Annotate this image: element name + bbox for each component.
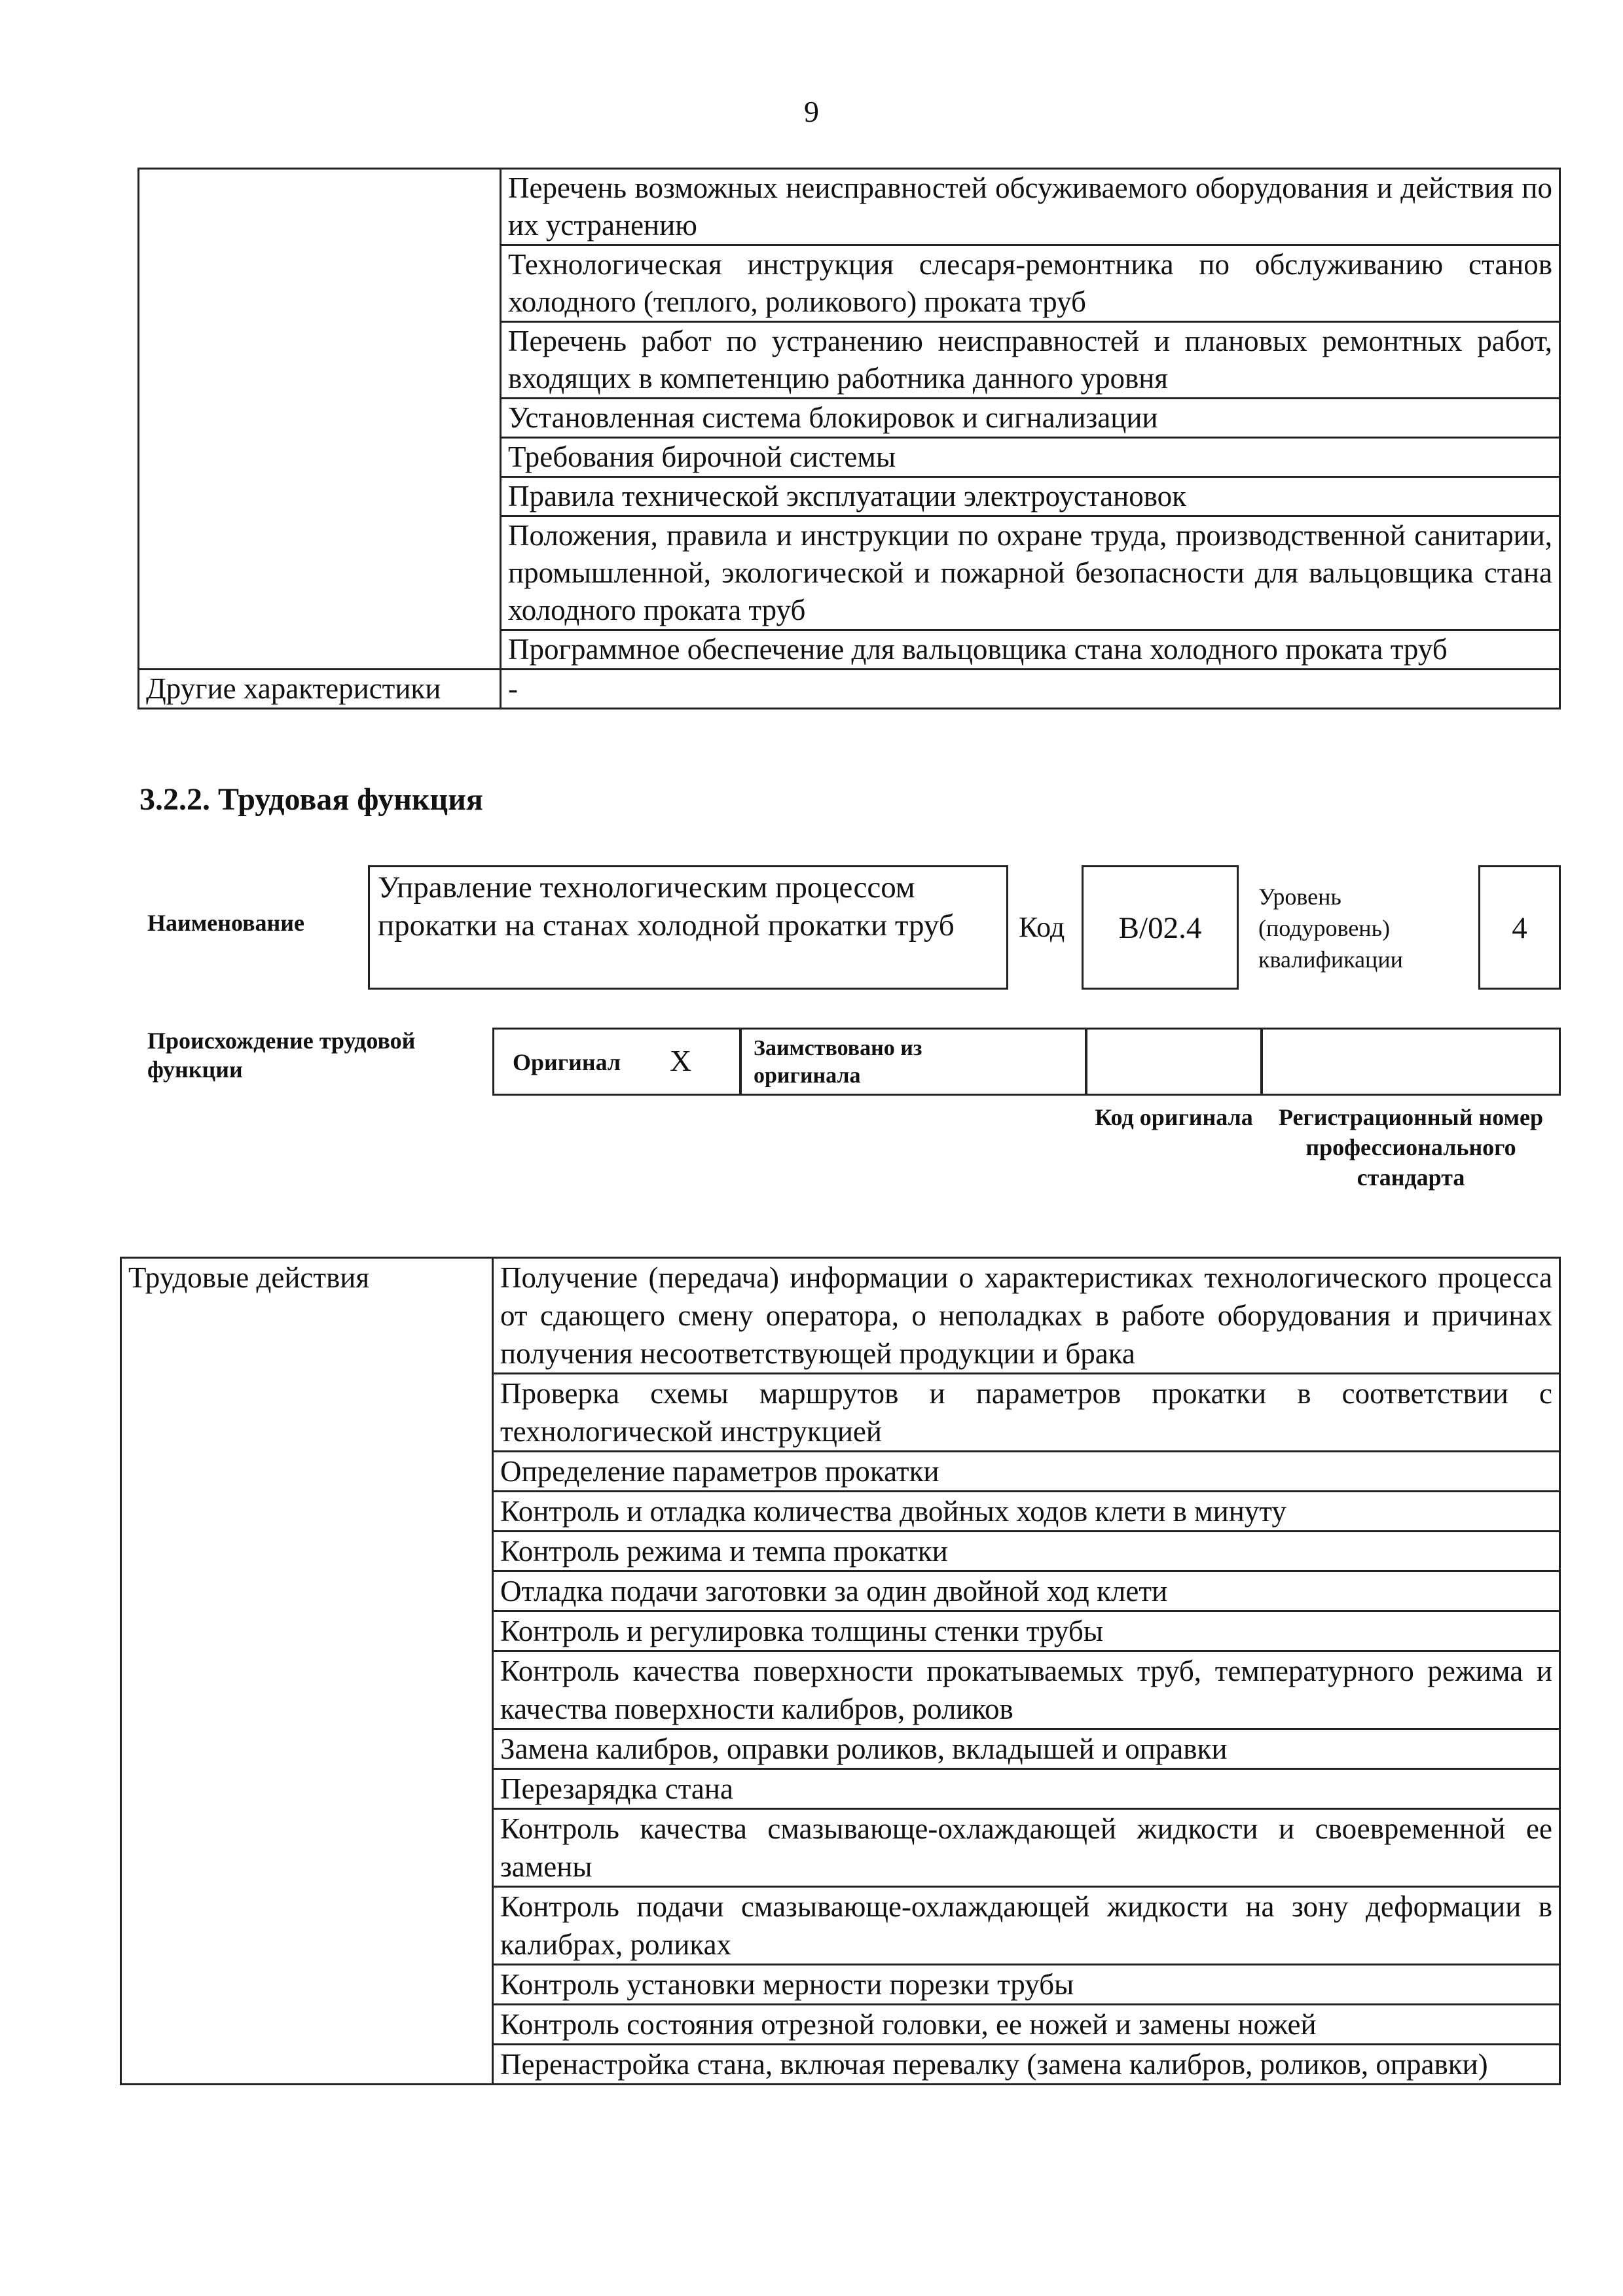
table-cell: Замена калибров, оправки роликов, вкладышей и оправки bbox=[493, 1729, 1560, 1769]
table-cell: Контроль и отладка количества двойных ходов клети в минуту bbox=[493, 1492, 1560, 1532]
table-cell: Определение параметров прокатки bbox=[493, 1452, 1560, 1492]
qualification-level-label: Уровень (подуровень) квалификации bbox=[1258, 884, 1403, 973]
table-row bbox=[139, 169, 1560, 245]
qualification-level-box: 4 bbox=[1478, 865, 1561, 990]
labor-actions-table bbox=[120, 1257, 1561, 2085]
original-mark: X bbox=[670, 1044, 692, 1077]
table-cell: Правила технической эксплуатации электроустановок bbox=[501, 477, 1560, 516]
borrowed-label: Заимствовано из оригинала bbox=[754, 1036, 922, 1088]
other-characteristics-label: Другие характеристики bbox=[139, 670, 501, 709]
section-title: 3.2.2. Трудовая функция bbox=[139, 782, 483, 817]
table-cell: Перенастройка стана, включая перевалку (замена калибров, роликов, оправки) bbox=[493, 2045, 1560, 2085]
table-cell: Требования бирочной системы bbox=[501, 438, 1560, 477]
table-cell: Установленная система блокировок и сигнализации bbox=[501, 399, 1560, 438]
table-row bbox=[121, 1258, 1560, 1374]
table-cell: Проверка схемы маршрутов и параметров прокатки в соответствии с технологической инструкцией bbox=[493, 1374, 1560, 1452]
table-cell: Получение (передача) информации о характеристиках технологического процесса от сдающего смену оператора, о неполадках в работе оборудования и причинах получения несоответствующей продукции и брака bbox=[493, 1258, 1560, 1374]
table-cell: Отладка подачи заготовки за один двойной ход клети bbox=[493, 1571, 1560, 1611]
table-cell: Технологическая инструкция слесаря-ремонтника по обслуживанию станов холодного (теплого, роликового) проката труб bbox=[501, 245, 1560, 322]
table-cell: Положения, правила и инструкции по охране труда, производственной санитарии, промышленной, экологической и пожарной безопасности для вальцовщика стана холодного проката труб bbox=[501, 516, 1560, 630]
code-value-box: B/02.4 bbox=[1082, 865, 1239, 990]
table-cell: Перечень возможных неисправностей обсуживаемого оборудования и действия по их устранению bbox=[501, 169, 1560, 245]
code-label: Код bbox=[1019, 911, 1065, 943]
table-cell: Контроль качества смазывающе-охлаждающей жидкости и своевременной ее замены bbox=[493, 1809, 1560, 1887]
origin-label: Происхождение трудовой функции bbox=[147, 1028, 416, 1083]
table-cell: Перезарядка стана bbox=[493, 1769, 1560, 1809]
original-cell bbox=[492, 1028, 741, 1096]
table-cell: Контроль установки мерности порезки трубы bbox=[493, 1965, 1560, 2005]
labor-actions-label: Трудовые действия bbox=[121, 1258, 493, 2085]
original-label: Оригинал bbox=[513, 1049, 621, 1075]
origin-row bbox=[492, 1028, 1561, 1096]
table-cell: Перечень работ по устранению неисправностей и плановых ремонтных работ, входящих в компетенцию работника данного уровня bbox=[501, 322, 1560, 399]
table-cell-empty bbox=[139, 169, 501, 670]
table-cell: Контроль и регулировка толщины стенки трубы bbox=[493, 1611, 1560, 1651]
borrowed-cell bbox=[740, 1028, 1087, 1096]
registration-number-cell bbox=[1261, 1028, 1561, 1096]
registration-number-caption: Регистрационный номер профессионального стандарта bbox=[1278, 1104, 1544, 1191]
name-label: Наименование bbox=[147, 910, 304, 936]
table-cell: Контроль режима и темпа прокатки bbox=[493, 1532, 1560, 1571]
table-cell: Контроль состояния отрезной головки, ее ножей и замены ножей bbox=[493, 2005, 1560, 2045]
original-code-cell bbox=[1085, 1028, 1262, 1096]
table-cell: Контроль качества поверхности прокатываемых труб, температурного режима и качества поверхности калибров, роликов bbox=[493, 1651, 1560, 1729]
table-cell: Контроль подачи смазывающе-охлаждающей жидкости на зону деформации в калибрах, роликах bbox=[493, 1887, 1560, 1965]
function-name-box: Управление технологическим процессом прокатки на станах холодной прокатки труб bbox=[368, 865, 1008, 990]
original-code-caption: Код оригинала bbox=[1095, 1104, 1253, 1130]
page-number: 9 bbox=[804, 95, 819, 128]
knowledge-table bbox=[137, 168, 1561, 709]
table-cell: Программное обеспечение для вальцовщика стана холодного проката труб bbox=[501, 630, 1560, 670]
table-row bbox=[139, 670, 1560, 709]
other-characteristics-value: - bbox=[501, 670, 1560, 709]
